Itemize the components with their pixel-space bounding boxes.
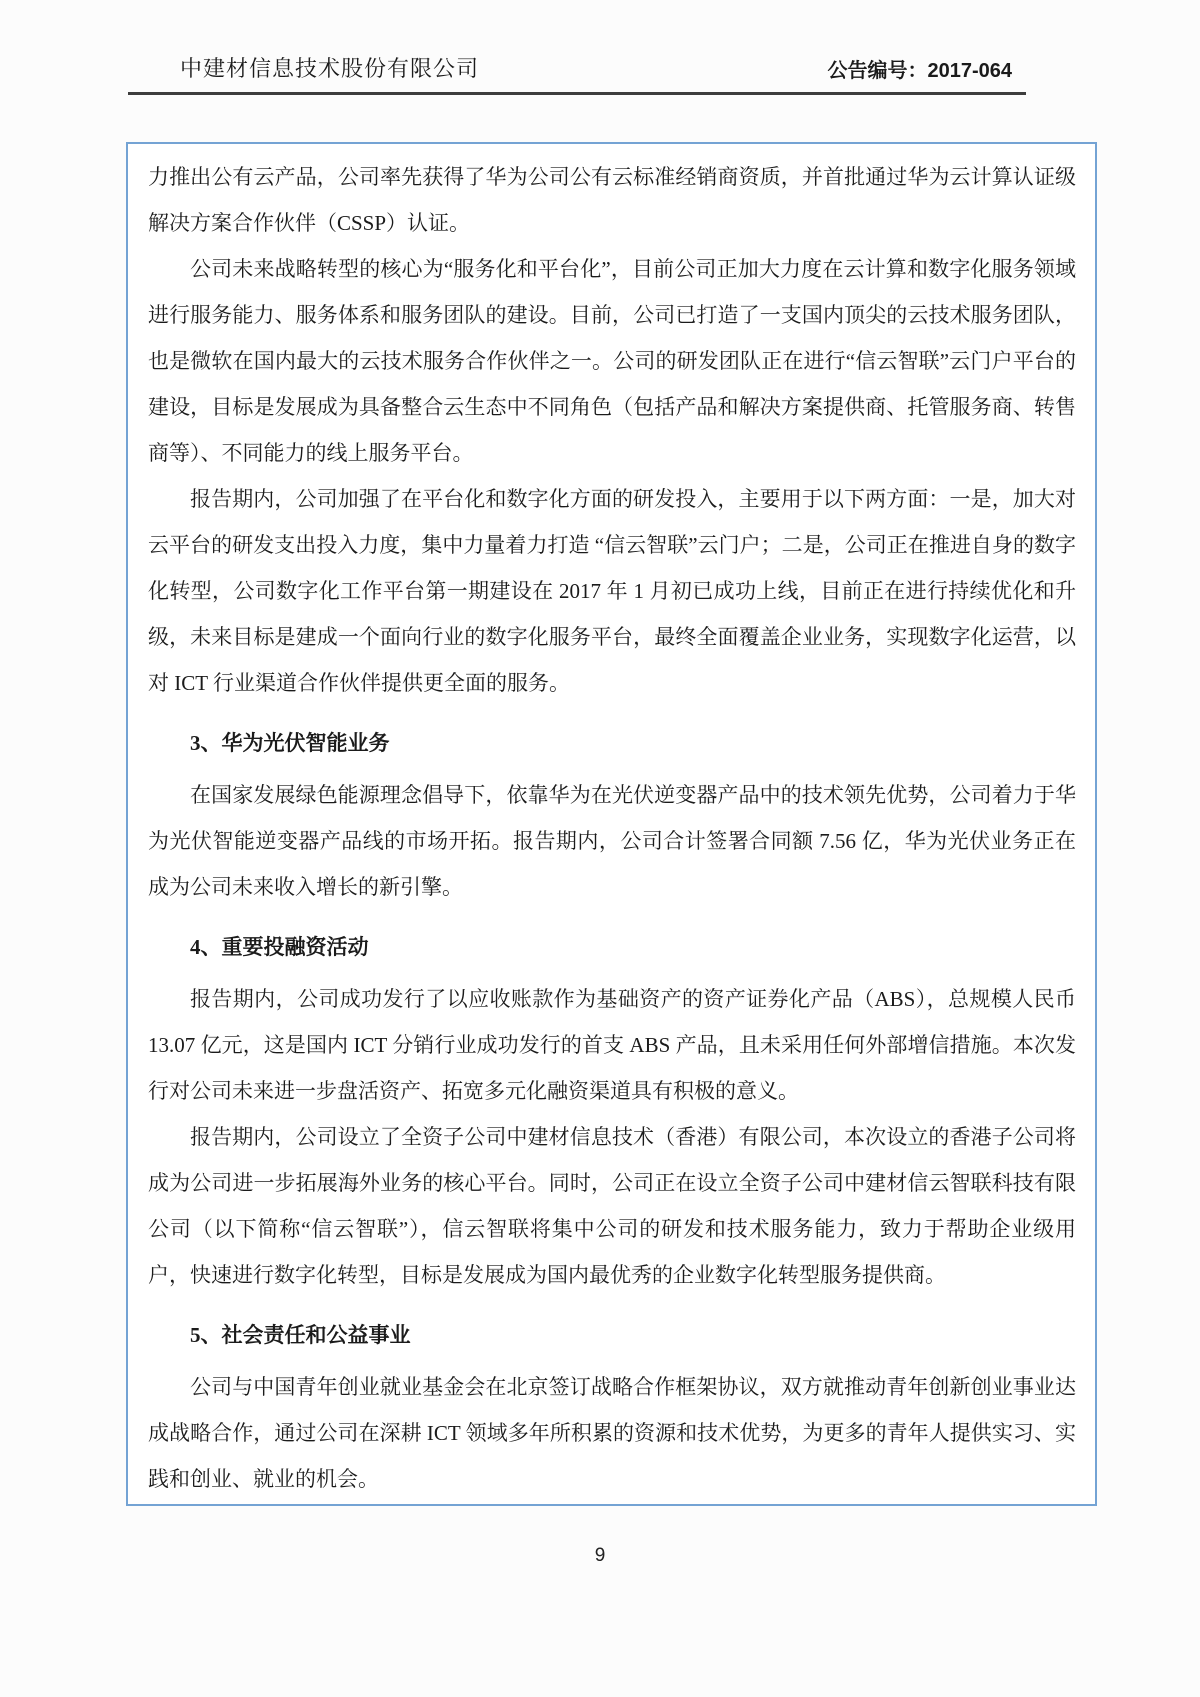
paragraph: 公司未来战略转型的核心为“服务化和平台化”，目前公司正加大力度在云计算和数字化服务领域进行服务能力、服务体系和服务团队的建设。目前，公司已打造了一支国内顶尖的云技术服务团队，也是微软在国内最大的云技术服务合作伙伴之一。公司的研发团队正在进行“信云智联”云门户平台的建设，目标是发展成为具备整合云生态中不同角色（包括产品和解决方案提供商、托管服务商、转售商等）、不同能力的线上服务平台。: [148, 257, 1076, 465]
page-number: 9: [594, 1545, 606, 1566]
page-header: [128, 52, 1026, 95]
paragraph: 在国家发展绿色能源理念倡导下，依靠华为在光伏逆变器产品中的技术领先优势，公司着力于华为光伏智能逆变器产品线的市场开拓。报告期内，公司合计签署合同额 7.56 亿，华为光伏业务正在成为公司未来收入增长的新引擎。: [148, 783, 1076, 899]
paragraph: 力推出公有云产品，公司率先获得了华为公司公有云标准经销商资质，并首批通过华为云计算认证级解决方案合作伙伴（CSSP）认证。: [148, 165, 1076, 235]
document-body-box: [126, 142, 1097, 1506]
section-heading: 3、华为光伏智能业务: [190, 731, 390, 755]
page-footer: [0, 1545, 1200, 1567]
paragraph: 公司与中国青年创业就业基金会在北京签订战略合作框架协议，双方就推动青年创新创业事业达成战略合作，通过公司在深耕 ICT 领域多年所积累的资源和技术优势，为更多的青年人提供实习、实践和创业、就业的机会。: [148, 1375, 1076, 1491]
announcement-number: 公告编号：2017-064: [827, 60, 1012, 82]
company-name: 中建材信息技术股份有限公司: [180, 56, 480, 81]
section-heading: 5、社会责任和公益事业: [190, 1323, 411, 1347]
section-heading: 4、重要投融资活动: [190, 935, 369, 959]
paragraph: 报告期内，公司成功发行了以应收账款作为基础资产的资产证券化产品（ABS），总规模人民币 13.07 亿元，这是国内 ICT 分销行业成功发行的首支 ABS 产品，且未采用任何外部增信措施。本次发行对公司未来进一步盘活资产、拓宽多元化融资渠道具有积极的意义。: [148, 987, 1076, 1103]
paragraph: 报告期内，公司设立了全资子公司中建材信息技术（香港）有限公司，本次设立的香港子公司将成为公司进一步拓展海外业务的核心平台。同时，公司正在设立全资子公司中建材信云智联科技有限公司（以下简称“信云智联”），信云智联将集中公司的研发和技术服务能力，致力于帮助企业级用户，快速进行数字化转型，目标是发展成为国内最优秀的企业数字化转型服务提供商。: [148, 1125, 1076, 1287]
paragraph: 报告期内，公司加强了在平台化和数字化方面的研发投入，主要用于以下两方面：一是，加大对云平台的研发支出投入力度，集中力量着力打造 “信云智联”云门户；二是，公司正在推进自身的数字化转型，公司数字化工作平台第一期建设在 2017 年 1 月初已成功上线，目前正在进行持续优化和升级，未来目标是建成一个面向行业的数字化服务平台，最终全面覆盖企业业务，实现数字化运营，以对 ICT 行业渠道合作伙伴提供更全面的服务。: [148, 487, 1076, 695]
